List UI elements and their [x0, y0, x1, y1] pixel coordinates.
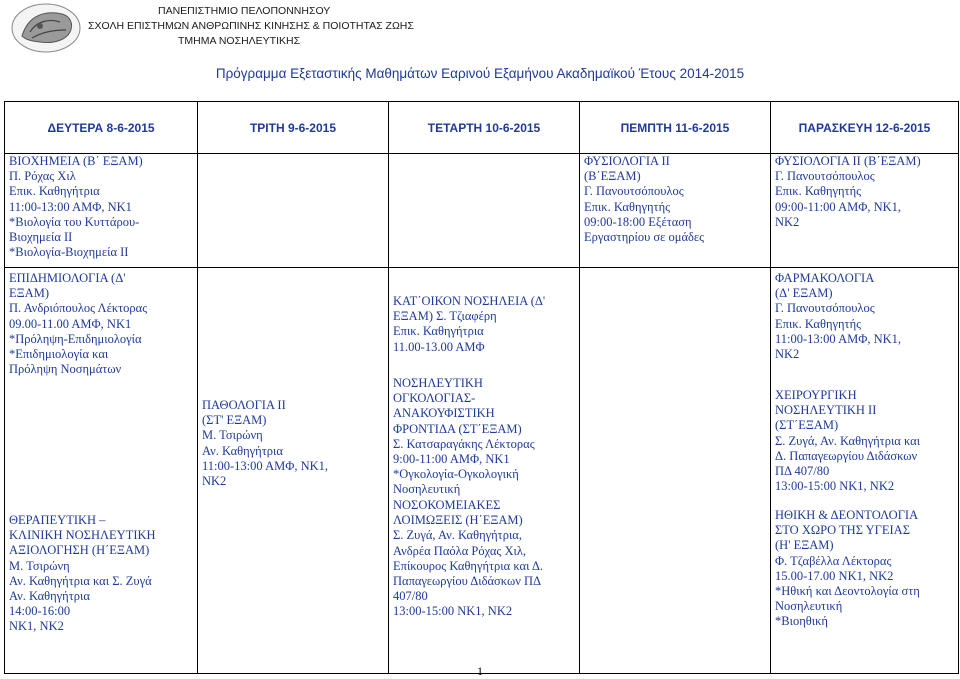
- exam-line: ΝΚ1, ΝΚ2: [9, 619, 64, 634]
- exam-line: Π. Ανδριόπουλος Λέκτορας: [9, 301, 148, 316]
- exam-line: Επικ. Καθηγητής: [775, 316, 862, 331]
- column-header-tuesday: ΤΡΙΤΗ 9-6-2015: [198, 102, 389, 154]
- exam-line: Γ. Πανουτσόπουλος: [584, 184, 684, 199]
- exam-line: Παπαγεωργίου Διδάσκων ΠΔ: [393, 574, 542, 589]
- exam-line: *Βιοηθική: [775, 614, 828, 629]
- exam-line: 09:00-18:00 Εξέταση: [584, 214, 692, 229]
- exam-line: 11.00-13.00 ΑΜΦ: [393, 339, 485, 354]
- exam-line: *Επιδημιολογία και: [9, 347, 109, 362]
- column-header-thursday: ΠΕΜΠΤΗ 11-6-2015: [580, 102, 771, 154]
- institution-header: [88, 4, 414, 49]
- exam-line: (Β΄ΕΞΑΜ): [584, 169, 641, 184]
- exam-line: ΦΑΡΜΑΚΟΛΟΓΙΑ: [775, 271, 875, 285]
- cell-mon-row2: [5, 268, 198, 674]
- exam-line: 14:00-16:00: [9, 604, 71, 619]
- exam-line: ΛΟΙΜΩΞΕΙΣ (Η΄ΕΞΑΜ): [393, 513, 523, 528]
- exam-line: Αν. Καθηγήτρια και Σ. Ζυγά: [9, 573, 152, 588]
- exam-entry: [9, 513, 156, 635]
- exam-line: 11:00-13:00 ΑΜΦ, ΝΚ1: [9, 199, 132, 214]
- exam-line: Σ. Κατσαραγάκης Λέκτορας: [393, 436, 535, 451]
- exam-line: ΝΟΣΟΚΟΜΕΙΑΚΕΣ: [393, 498, 501, 512]
- exam-entry: [9, 154, 193, 260]
- cell-fri-row2: [771, 268, 959, 674]
- exam-line: 407/80: [393, 589, 428, 604]
- cell-thu-row2: [580, 268, 771, 674]
- cell-mon-row1: [5, 154, 198, 268]
- exam-line: ΕΠΙΔΗΜΙΟΛΟΓΙΑ (Δ': [9, 271, 126, 285]
- exam-line: Επικ. Καθηγήτρια: [393, 324, 484, 339]
- table-header-row: [5, 102, 959, 154]
- exam-schedule-table: [4, 101, 959, 674]
- exam-line: Νοσηλευτική: [393, 482, 461, 497]
- cell-thu-row1: [580, 154, 771, 268]
- column-header-wednesday: ΤΕΤΑΡΤΗ 10-6-2015: [389, 102, 580, 154]
- exam-line: Αν. Καθηγήτρια: [202, 443, 283, 458]
- cell-wed-row1: [389, 154, 580, 268]
- exam-line: ΒΙΟΧΗΜΕΙΑ (Β΄ ΕΞΑΜ): [9, 154, 143, 168]
- exam-line: Επικ. Καθηγητής: [775, 184, 862, 199]
- exam-line: Αν. Καθηγήτρια: [9, 589, 90, 604]
- exam-line: Επικ. Καθηγήτρια: [9, 184, 100, 199]
- exam-line: Εργαστηρίου σε ομάδες: [584, 230, 705, 245]
- cell-wed-row2: [389, 268, 580, 674]
- exam-line: ΠΑΘΟΛΟΓΙΑ ΙΙ: [202, 398, 286, 412]
- exam-line: ΦΥΣΙΟΛΟΓΙΑ ΙΙ (Β΄ΕΞΑΜ): [775, 154, 921, 168]
- exam-line: Νοσηλευτική: [775, 599, 843, 614]
- exam-line: Μ. Τσιρώνη: [202, 428, 263, 443]
- exam-entry: [202, 398, 328, 489]
- exam-line: Επικ. Καθηγητής: [584, 199, 671, 214]
- exam-entry: [393, 294, 545, 355]
- cell-tue-row2: [198, 268, 389, 674]
- exam-entry: [393, 376, 535, 498]
- exam-line: Μ. Τσιρώνη: [9, 558, 70, 573]
- exam-line: (ΣΤ΄ΕΞΑΜ): [775, 418, 839, 433]
- exam-line: ΕΞΑΜ): [9, 286, 49, 301]
- exam-line: 09:00-11:00 ΑΜΦ, ΝΚ1,: [775, 199, 902, 214]
- exam-line: Γ. Πανουτσόπουλος: [775, 169, 875, 184]
- exam-line: ΠΔ 407/80: [775, 464, 830, 479]
- exam-line: *Πρόληψη-Επιδημιολογία: [9, 331, 142, 346]
- exam-line: (ΣΤ' ΕΞΑΜ): [202, 413, 267, 428]
- university-logo-icon: [10, 2, 82, 54]
- exam-line: 15.00-17.00 ΝΚ1, ΝΚ2: [775, 568, 894, 583]
- exam-line: ΟΓΚΟΛΟΓΙΑΣ-: [393, 391, 476, 406]
- exam-line: 13:00-15:00 ΝΚ1, ΝΚ2: [393, 604, 513, 619]
- column-header-friday: ΠΑΡΑΣΚΕΥΗ 12-6-2015: [771, 102, 959, 154]
- exam-line: Βιοχημεία ΙΙ: [9, 230, 73, 245]
- exam-line: ΗΘΙΚΗ & ΔΕΟΝΤΟΛΟΓΙΑ: [775, 508, 919, 522]
- exam-line: ΦΥΣΙΟΛΟΓΙΑ ΙΙ: [584, 154, 670, 168]
- exam-line: ΧΕΙΡΟΥΡΓΙΚΗ: [775, 388, 857, 402]
- table-row: [5, 154, 959, 268]
- exam-line: ΝΟΣΗΛΕΥΤΙΚΗ ΙΙ: [775, 403, 877, 418]
- exam-line: Πρόληψη Νοσημάτων: [9, 362, 122, 377]
- exam-entry: [775, 271, 901, 362]
- exam-entry: [775, 154, 954, 230]
- exam-line: ΑΝΑΚΟΥΦΙΣΤΙΚΗ: [393, 406, 495, 421]
- page-number: 1: [477, 664, 483, 678]
- institution-line-2: ΣΧΟΛΗ ΕΠΙΣΤΗΜΩΝ ΑΝΘΡΩΠΙΝΗΣ ΚΙΝΗΣΗΣ & ΠΟΙΟΤΗΤΑΣ ΖΩΗΣ: [88, 20, 414, 32]
- exam-line: 11:00-13:00 ΑΜΦ, ΝΚ1,: [202, 458, 329, 473]
- exam-line: 11:00-13:00 ΑΜΦ, ΝΚ1,: [775, 331, 902, 346]
- table-row: [5, 268, 959, 674]
- exam-entry: [775, 508, 920, 630]
- exam-line: (Η' ΕΞΑΜ): [775, 538, 834, 553]
- exam-line: Επίκουρος Καθηγήτρια και Δ.: [393, 558, 544, 573]
- exam-line: (Δ' ΕΞΑΜ): [775, 286, 833, 301]
- exam-line: ΕΞΑΜ) Σ. Τζιαφέρη: [393, 309, 497, 324]
- exam-line: Ανδρέα Παόλα Ρόχας Χιλ,: [393, 543, 527, 558]
- exam-entry: [9, 271, 147, 377]
- exam-line: ΦΡΟΝΤΙΔΑ (ΣΤ΄ΕΞΑΜ): [393, 421, 522, 436]
- exam-line: ΝΚ2: [202, 474, 227, 489]
- exam-line: ΚΛΙΝΙΚΗ ΝΟΣΗΛΕΥΤΙΚΗ: [9, 528, 156, 543]
- exam-line: Σ. Ζυγά, Αν. Καθηγήτρια,: [393, 528, 522, 543]
- exam-line: 9:00-11:00 ΑΜΦ, ΝΚ1: [393, 452, 510, 467]
- exam-line: ΣΤΟ ΧΩΡΟ ΤΗΣ ΥΓΕΙΑΣ: [775, 523, 910, 538]
- exam-line: *Βιολογία-Βιοχημεία ΙΙ: [9, 245, 129, 260]
- exam-line: Δ. Παπαγεωργίου Διδάσκων: [775, 448, 918, 463]
- exam-entry: [584, 154, 766, 245]
- exam-entry: [393, 498, 543, 620]
- exam-line: Π. Ρόχας Χιλ: [9, 169, 76, 184]
- exam-line: ΚΑΤ΄ΟΙΚΟΝ ΝΟΣΗΛΕΙΑ (Δ': [393, 294, 546, 308]
- exam-entry: [775, 388, 920, 494]
- exam-line: ΘΕΡΑΠΕΥΤΙΚΗ –: [9, 513, 106, 527]
- page-title: Πρόγραμμα Εξεταστικής Μαθημάτων Εαρινού Εξαμήνου Ακαδημαϊκού Έτους 2014-2015: [215, 66, 745, 81]
- exam-line: Φ. Τζαβέλλα Λέκτορας: [775, 553, 892, 568]
- cell-fri-row1: [771, 154, 959, 268]
- exam-line: Γ. Πανουτσόπουλος: [775, 301, 875, 316]
- exam-line: Σ. Ζυγά, Αν. Καθηγήτρια και: [775, 433, 921, 448]
- exam-line: ΑΞΙΟΛΟΓΗΣΗ (Η΄ΕΞΑΜ): [9, 543, 150, 558]
- exam-line: *Βιολογία του Κυττάρου-: [9, 214, 140, 229]
- exam-line: *Ηθική και Δεοντολογία στη: [775, 584, 920, 599]
- exam-line: ΝΟΣΗΛΕΥΤΙΚΗ: [393, 376, 483, 390]
- column-header-monday: ΔΕΥΤΕΡΑ 8-6-2015: [5, 102, 198, 154]
- institution-line-3: ΤΜΗΜΑ ΝΟΣΗΛΕΥΤΙΚΗΣ: [178, 35, 301, 47]
- exam-line: *Ογκολογία-Ογκολογική: [393, 467, 519, 482]
- exam-line: 09.00-11.00 ΑΜΦ, ΝΚ1: [9, 316, 132, 331]
- exam-line: ΝΚ2: [775, 347, 800, 362]
- exam-line: 13:00-15:00 ΝΚ1, ΝΚ2: [775, 479, 895, 494]
- institution-line-1: ΠΑΝΕΠΙΣΤΗΜΙΟ ΠΕΛΟΠΟΝΝΗΣΟΥ: [158, 5, 331, 17]
- cell-tue-row1: [198, 154, 389, 268]
- exam-line: ΝΚ2: [775, 214, 800, 229]
